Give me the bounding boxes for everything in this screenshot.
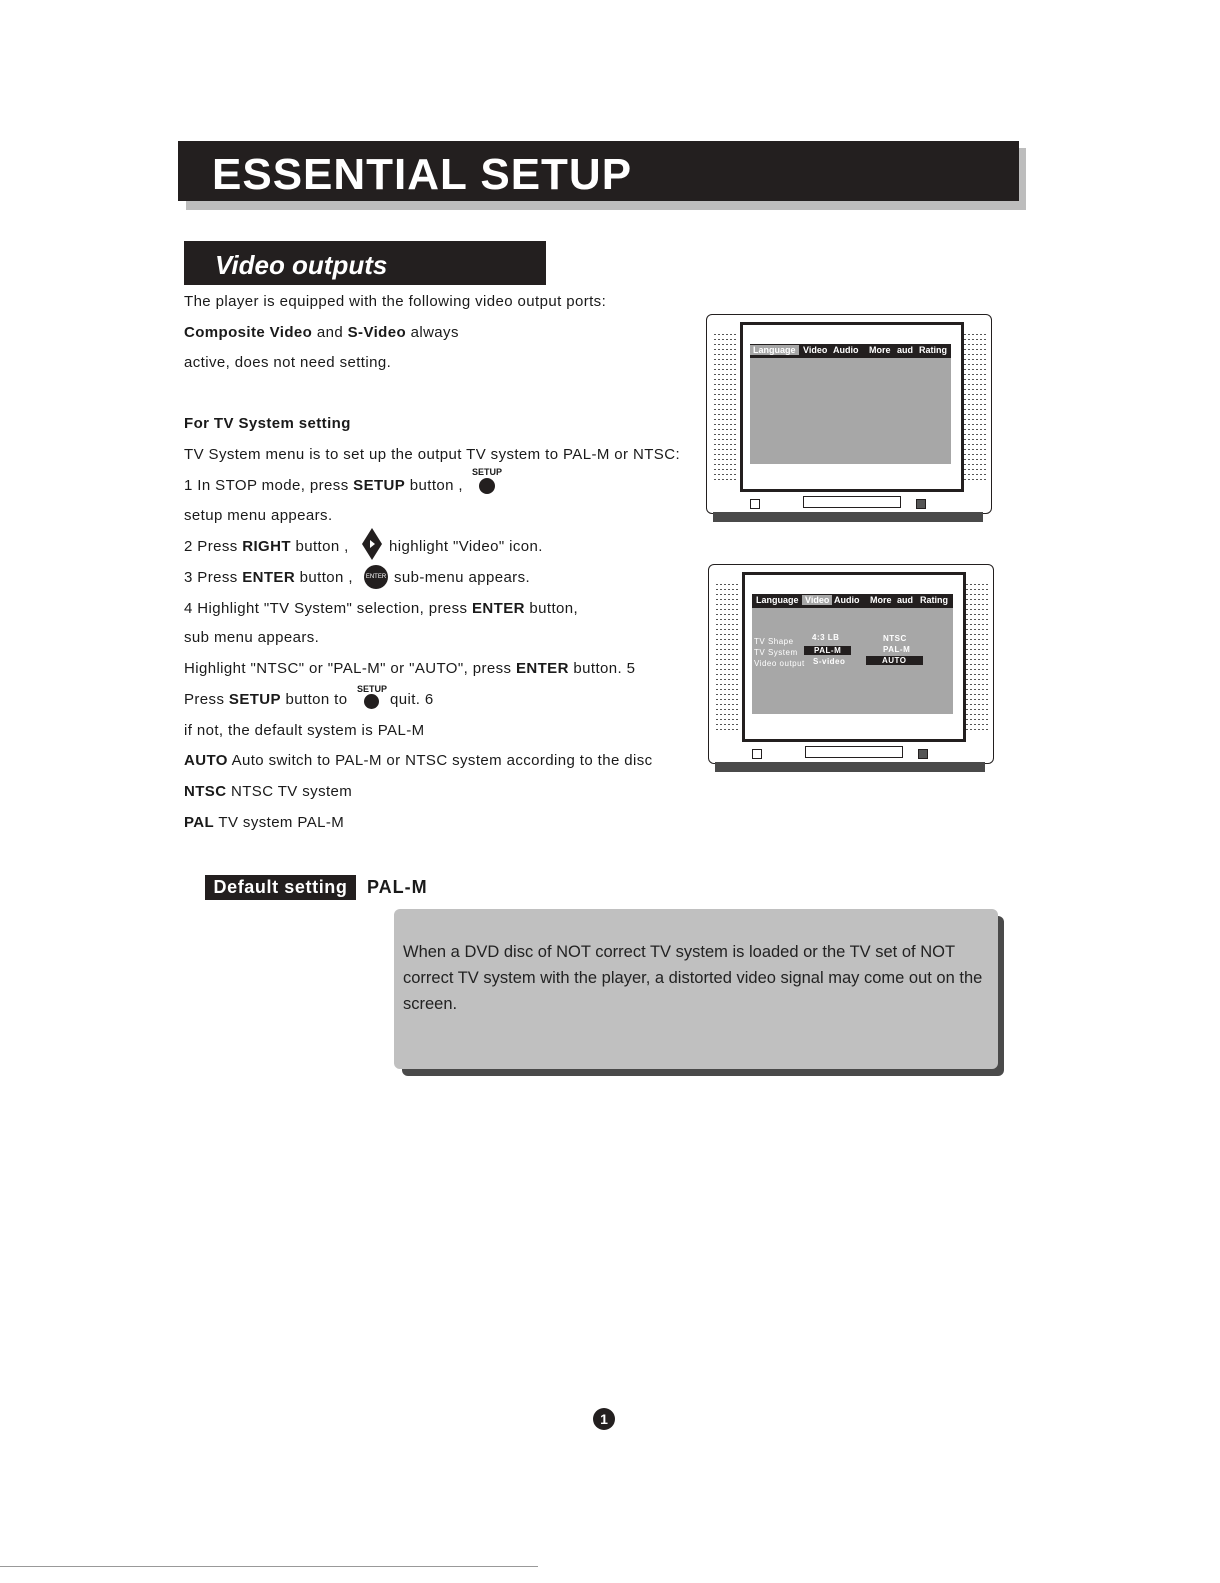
tv-screen-frame bbox=[740, 322, 964, 492]
speaker-grille-right bbox=[964, 334, 986, 484]
tv-screen-frame bbox=[742, 572, 966, 742]
menu-audio: Audio bbox=[833, 345, 859, 355]
step-6-text-a: Press bbox=[184, 691, 225, 708]
default-system-note: if not, the default system is PAL-M bbox=[184, 722, 425, 739]
option-pal-m: PAL-M bbox=[883, 645, 911, 654]
setup-button-icon-2 bbox=[364, 694, 379, 709]
intro-always: always bbox=[410, 324, 459, 341]
step-3-text-a: 3 Press bbox=[184, 569, 238, 586]
step-5-key: ENTER bbox=[515, 660, 569, 677]
step-6-key: SETUP bbox=[228, 691, 281, 708]
intro-line-2 bbox=[184, 324, 459, 341]
step-4-key: ENTER bbox=[472, 600, 525, 617]
tv-power-button bbox=[752, 749, 762, 759]
menu-language: Language bbox=[750, 345, 799, 355]
step-4-cont: sub menu appears. bbox=[184, 629, 320, 646]
step-3-text-d: sub-menu appears. bbox=[394, 569, 531, 586]
label-video-output: Video output bbox=[754, 659, 805, 668]
intro-line-1: The player is equipped with the following video output ports: bbox=[184, 293, 607, 310]
step-2-text-d: highlight "Video" icon. bbox=[389, 538, 543, 555]
page-number: 1 bbox=[593, 1408, 615, 1430]
tv-control-panel bbox=[805, 746, 903, 758]
step-1-text-a: 1 In STOP mode, press bbox=[184, 477, 349, 494]
menu-audio: Audio bbox=[834, 595, 860, 605]
menu-aud: aud bbox=[897, 595, 914, 605]
menu-video: Video bbox=[803, 345, 828, 355]
step-3 bbox=[184, 569, 353, 586]
tv-screen bbox=[750, 344, 951, 464]
tv-indicator bbox=[916, 499, 926, 509]
intro-line-3: active, does not need setting. bbox=[184, 354, 392, 371]
right-arrow-icon bbox=[361, 527, 383, 561]
tv-system-heading: For TV System setting bbox=[184, 415, 351, 432]
setup-button-icon bbox=[479, 478, 495, 494]
step-1 bbox=[184, 477, 463, 494]
default-setting-badge: Default setting bbox=[205, 875, 356, 900]
step-4 bbox=[184, 600, 578, 617]
tv-power-button bbox=[750, 499, 760, 509]
step-2-text-a: 2 Press bbox=[184, 538, 238, 555]
note-text: When a DVD disc of NOT correct TV system is loaded or the TV set of NOT correct TV system with the player, a distorted video signal may come out on the screen. bbox=[403, 943, 983, 1013]
tv-base bbox=[715, 762, 985, 772]
step-4-text-c: button, bbox=[529, 600, 579, 617]
auto-line bbox=[184, 752, 653, 769]
speaker-grille-left bbox=[716, 584, 738, 734]
composite-video-label: Composite Video bbox=[184, 324, 313, 341]
step-2-text-c: button , bbox=[295, 538, 349, 555]
step-4-text-a: 4 Highlight "TV System" selection, press bbox=[184, 600, 468, 617]
tv-menu-bar bbox=[750, 344, 951, 358]
step-5-text-c: button. 5 bbox=[573, 660, 636, 677]
menu-video: Video bbox=[802, 595, 832, 605]
menu-more: More bbox=[869, 345, 891, 355]
menu-rating: Rating bbox=[920, 595, 948, 605]
step-5 bbox=[184, 660, 635, 677]
svideo-label: S-Video bbox=[347, 324, 407, 341]
option-auto: AUTO bbox=[866, 656, 923, 665]
step-6-text-c: button to bbox=[285, 691, 348, 708]
ntsc-label: NTSC bbox=[184, 783, 227, 800]
pal-desc: TV system PAL-M bbox=[218, 814, 345, 831]
option-ntsc: NTSC bbox=[883, 634, 907, 643]
tv-base bbox=[713, 512, 983, 522]
default-setting-value: PAL-M bbox=[367, 877, 428, 897]
step-6 bbox=[184, 691, 348, 708]
tv-system-desc: TV System menu is to set up the output TV system to PAL-M or NTSC: bbox=[184, 446, 681, 463]
step-3-text-c: button , bbox=[299, 569, 353, 586]
section-title: Video outputs bbox=[215, 250, 388, 280]
tv-control-panel bbox=[803, 496, 901, 508]
auto-label: AUTO bbox=[184, 752, 228, 769]
step-2-key: RIGHT bbox=[242, 538, 291, 555]
speaker-grille-left bbox=[714, 334, 736, 484]
value-tv-system: PAL-M bbox=[804, 646, 851, 655]
tv-menu-bar bbox=[752, 594, 953, 608]
page-title: ESSENTIAL SETUP bbox=[212, 150, 633, 199]
label-tv-system: TV System bbox=[754, 648, 798, 657]
menu-rating: Rating bbox=[919, 345, 947, 355]
ntsc-desc: NTSC TV system bbox=[231, 783, 353, 800]
auto-desc: Auto switch to PAL-M or NTSC system according to the disc bbox=[231, 752, 653, 769]
menu-aud: aud bbox=[897, 345, 914, 355]
step-3-key: ENTER bbox=[242, 569, 296, 586]
enter-button-icon: ENTER bbox=[364, 565, 388, 589]
step-6-text-d: quit. 6 bbox=[390, 691, 434, 708]
step-1-key: SETUP bbox=[353, 477, 406, 494]
menu-language: Language bbox=[756, 595, 799, 605]
setup-icon-caption-2: SETUP bbox=[357, 684, 388, 694]
ntsc-line bbox=[184, 783, 352, 800]
step-5-text-a: Highlight "NTSC" or "PAL-M" or "AUTO", press bbox=[184, 660, 512, 677]
speaker-grille-right bbox=[966, 584, 988, 734]
setup-icon-caption-1: SETUP bbox=[472, 467, 503, 477]
intro-and: and bbox=[316, 324, 344, 341]
step-2 bbox=[184, 538, 349, 555]
pal-line bbox=[184, 814, 344, 831]
tv-indicator bbox=[918, 749, 928, 759]
footer-rule bbox=[0, 1566, 538, 1567]
step-1-cont: setup menu appears. bbox=[184, 507, 333, 524]
value-video-output: S-video bbox=[813, 657, 846, 666]
menu-more: More bbox=[870, 595, 892, 605]
label-tv-shape: TV Shape bbox=[754, 637, 794, 646]
step-1-text-c: button , bbox=[409, 477, 464, 494]
value-tv-shape: 4:3 LB bbox=[812, 633, 840, 642]
pal-label: PAL bbox=[184, 814, 215, 831]
